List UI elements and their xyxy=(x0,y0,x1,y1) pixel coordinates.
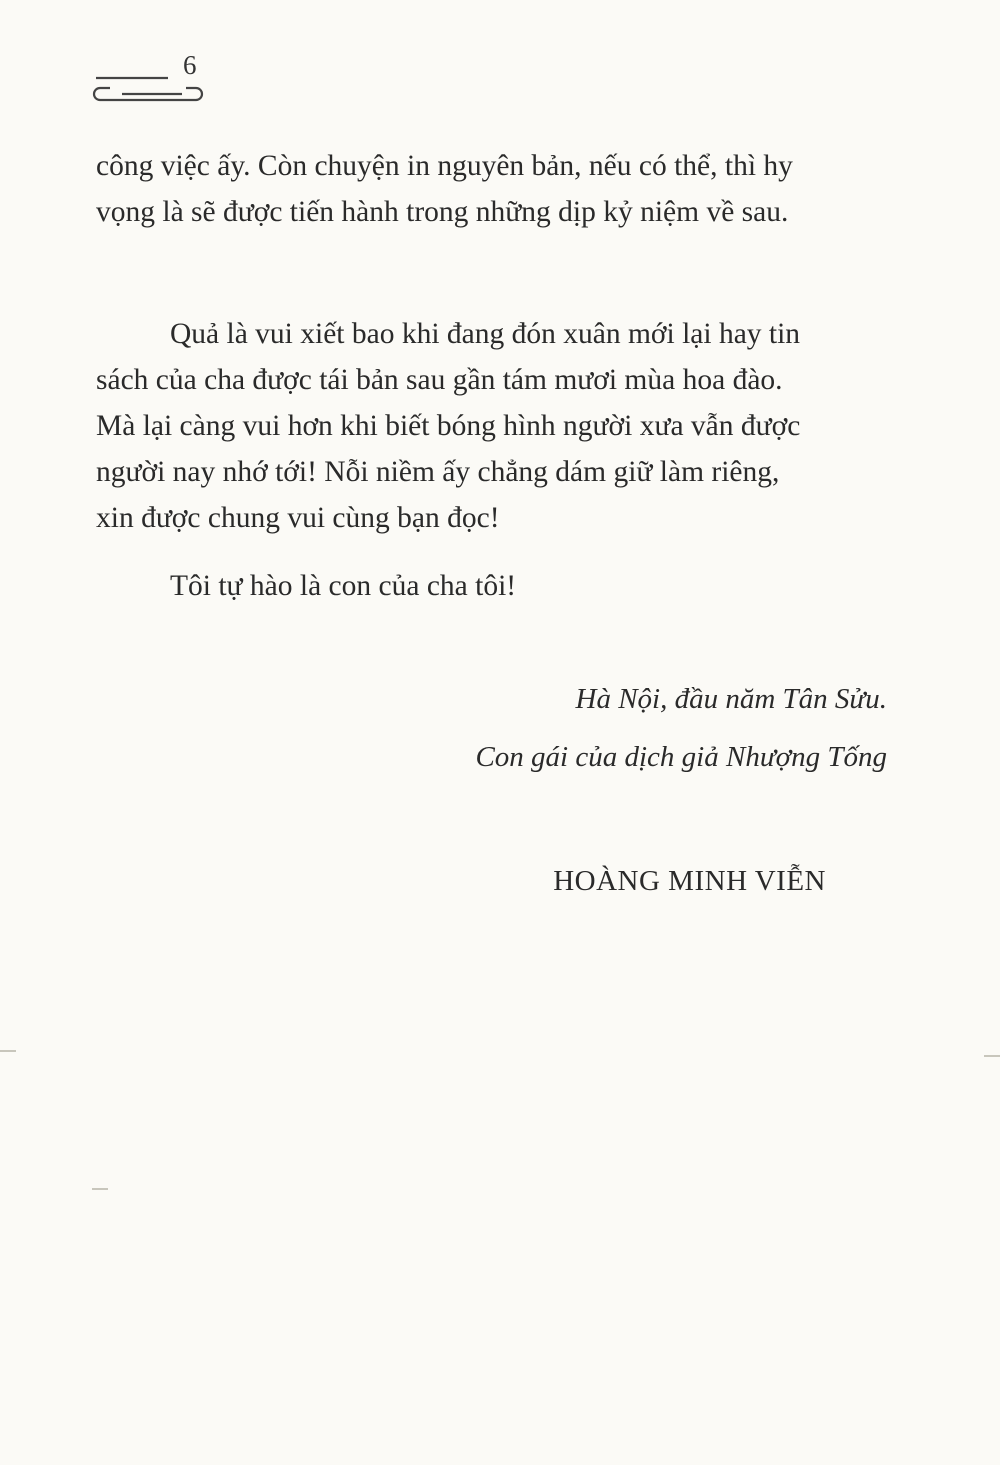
text-line xyxy=(96,311,890,357)
page-edge-mark xyxy=(0,1050,16,1052)
text-line: công việc ấy. Còn chuyện in nguyên bản, nếu có thể, thì hy xyxy=(96,150,793,182)
text-line: sách của cha được tái bản sau gần tám mươi mùa hoa đào. xyxy=(96,364,783,396)
text-line-content: Tôi tự hào là con của cha tôi! xyxy=(170,570,517,602)
text-line: Mà lại càng vui hơn khi biết bóng hình người xưa vẫn được xyxy=(96,410,801,442)
page-edge-mark xyxy=(92,1188,108,1190)
signature-author: HOÀNG MINH VIỄN xyxy=(553,865,826,897)
text-line: xin được chung vui cùng bạn đọc! xyxy=(96,502,500,534)
paragraph-3 xyxy=(96,563,890,609)
paragraph-2 xyxy=(96,311,890,541)
signature-relation: Con gái của dịch giả Nhượng Tống xyxy=(475,741,887,773)
signature-place-date: Hà Nội, đầu năm Tân Sửu. xyxy=(575,683,887,715)
text-line: vọng là sẽ được tiến hành trong những dịp kỷ niệm về sau. xyxy=(96,196,789,228)
text-line xyxy=(96,563,890,609)
text-line: người nay nhớ tới! Nỗi niềm ấy chẳng dám giữ làm riêng, xyxy=(96,456,780,488)
paragraph-1 xyxy=(96,143,890,235)
page-number: 6 xyxy=(183,50,197,80)
text-line-content: Quả là vui xiết bao khi đang đón xuân mới lại hay tin xyxy=(170,318,801,350)
page-edge-mark xyxy=(984,1055,1000,1057)
